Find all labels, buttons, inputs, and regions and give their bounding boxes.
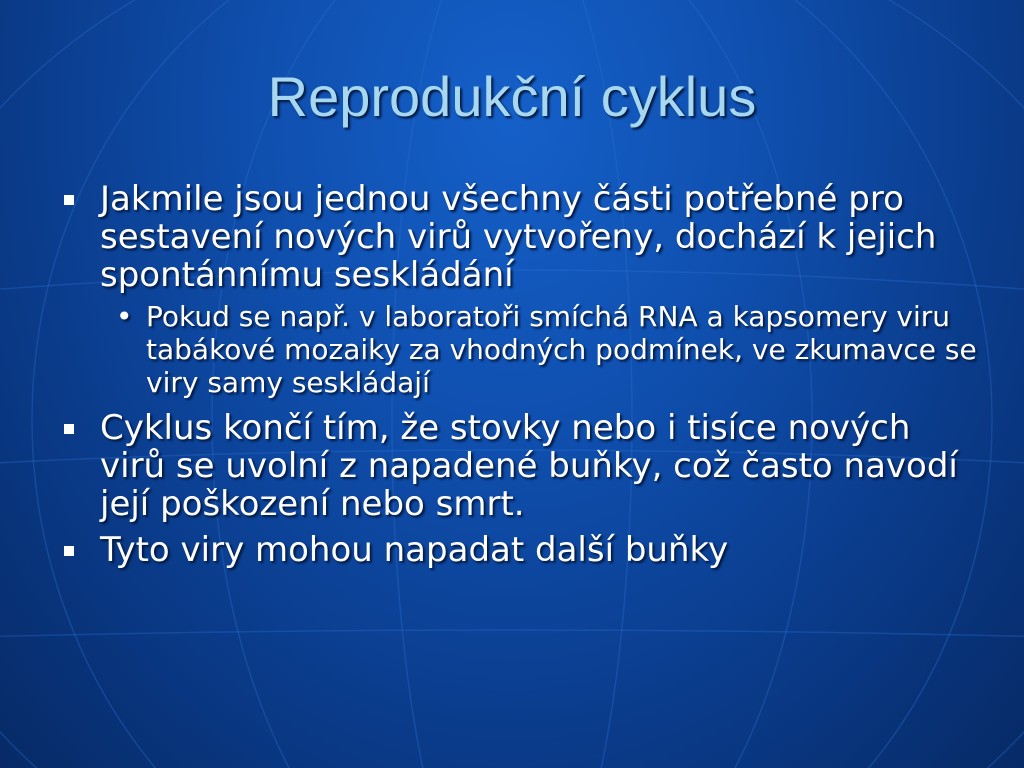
sub-bullet-text: Pokud se např. v laboratoři smíchá RNA a kapsomery viru tabákové mozaiky za vhodných podmínek, ve zkumavce se viry samy seskládají	[146, 300, 977, 399]
bullet-item	[62, 180, 982, 294]
bullet-item	[62, 531, 982, 569]
square-bullet-icon	[64, 424, 74, 434]
square-bullet-icon	[64, 195, 74, 205]
slide-content	[62, 180, 982, 577]
sub-bullet-item	[62, 300, 982, 399]
dot-bullet-icon: •	[116, 300, 133, 333]
square-bullet-icon	[64, 546, 74, 556]
bullet-text: Cyklus končí tím, že stovky nebo i tisíce nových virů se uvolní z napadené buňky, což často navodí její poškození nebo smrt.	[100, 408, 958, 524]
bullet-item	[62, 409, 982, 523]
bullet-text: Jakmile jsou jednou všechny části potřebné pro sestavení nových virů vytvořeny, dochází k jejich spontánnímu seskládání	[100, 179, 937, 295]
slide-title: Reprodukční cyklus	[267, 65, 757, 128]
bullet-text: Tyto viry mohou napadat další buňky	[100, 530, 729, 570]
